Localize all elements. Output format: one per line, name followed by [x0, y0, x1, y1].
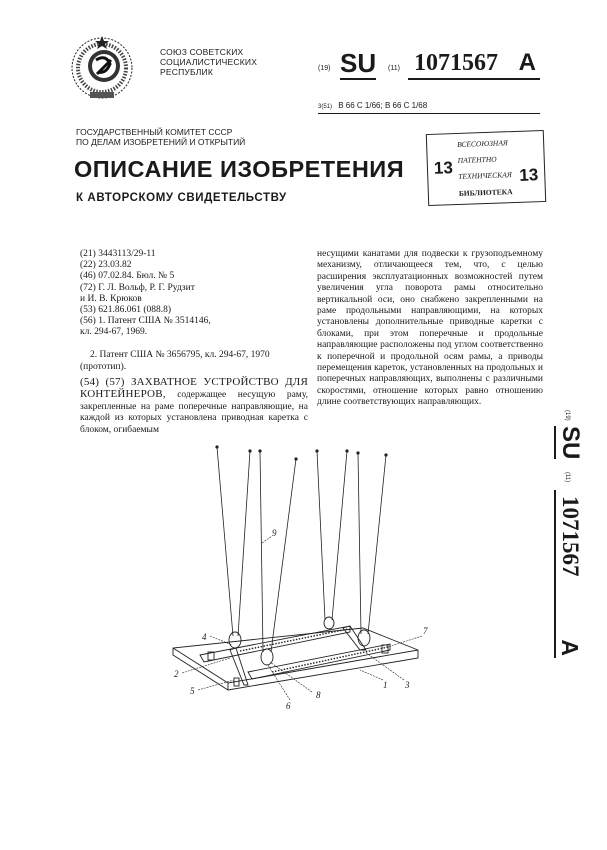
patent-number	[408, 48, 540, 80]
ipc-classes: B 66 C 1/66; B 66 C 1/68	[338, 101, 428, 110]
claim-text-left: содержащее несущую раму, закрепленные на раме поперечные направляющие, на каждой из которых установлена приводная каретка с блоком, огибаемым	[80, 390, 308, 435]
stamp-number-left: 13	[433, 158, 454, 178]
patent-number-value: 1071567	[414, 50, 498, 76]
biblio-line: (21) 3443113/29-11	[80, 249, 156, 259]
committee-line: ПО ДЕЛАМ ИЗОБРЕТЕНИЙ И ОТКРЫТИЙ	[76, 137, 246, 147]
publication-number	[318, 48, 540, 78]
ussr-emblem-icon	[66, 30, 138, 102]
committee-line: ГОСУДАРСТВЕННЫЙ КОМИТЕТ СССР	[76, 127, 233, 137]
figure-label: 7	[423, 626, 428, 636]
country-code: SU	[340, 48, 377, 78]
document-title: ОПИСАНИЕ ИЗОБРЕТЕНИЯ	[74, 156, 405, 182]
library-stamp	[426, 130, 546, 206]
figure-label: 2	[174, 669, 179, 679]
figure-label: 6	[286, 701, 291, 711]
biblio-line: (46) 07.02.84. Бюл. № 5	[80, 271, 175, 282]
stamp-line: ТЕХНИЧЕСКАЯ	[458, 170, 512, 181]
side-publication-number	[548, 410, 588, 660]
biblio-line: (72) Г. Л. Вольф, Р. Г. Рудзит	[80, 282, 195, 293]
figure-label: 5	[190, 686, 195, 696]
biblio-line: (53) 621.86.061 (088.8)	[80, 305, 172, 316]
committee-name	[76, 127, 245, 147]
figure-label: 9	[272, 528, 277, 538]
stamp-line: ПАТЕНТНО	[457, 154, 497, 165]
side-patent-number-value: 1071567	[558, 496, 583, 577]
claim-right-column: несущими канатами для подвески к грузоподъемному механизму, отличающееся тем, что, с целью расширения эксплуатационных возможностей путем увеличения угла поворота рамы относительно вертикальной оси, оно снабжено закрепленными на раме продольными направляющими, на которых установлены дополнительные приводные каретки с блоками, при этом поперечные и продольные направляющие расположены под углом соответственно к поперечной и продольной осям рамы, а приводы перемещения кареток, установленных на продольных и поперечных направляющих, выполнены с различными скоростями, отношение которых равно отношению длине соответствующих направляющих.	[317, 249, 543, 408]
side-inid-code-11: (11)	[564, 472, 570, 483]
reference-2: 2. Патент США № 3656795, кл. 294-67, 1970 (прототип).	[80, 350, 270, 372]
country-line: РЕСПУБЛИК	[160, 67, 214, 77]
biblio-line: (56) 1. Патент США № 3514146,	[80, 316, 211, 327]
figure-label: 1	[383, 680, 388, 690]
biblio-line: (22) 23.03.82	[80, 260, 132, 271]
stamp-line: ВСЕСОЮЗНАЯ	[457, 138, 508, 149]
figure-label: 3	[405, 680, 410, 690]
claim-heading: (54) (57) ЗАХВАТНОЕ УСТРОЙСТВО ДЛЯ КОНТЕЙНЕРОВ,	[80, 376, 308, 401]
side-country-code: SU	[554, 426, 584, 459]
inid-code-19: (19)	[318, 65, 331, 72]
side-inid-code-19: (19)	[564, 410, 570, 421]
ipc-classification	[318, 100, 540, 114]
base-plate	[173, 628, 418, 690]
side-kind-code: A	[557, 639, 583, 656]
stamp-line: БИБЛИОТЕКА	[458, 187, 513, 198]
pulley	[229, 632, 241, 648]
country-name	[160, 47, 257, 77]
biblio-line: и И. В. Крюков	[80, 293, 142, 304]
figure-label: 8	[316, 690, 321, 700]
inid-code-51: 3(51)	[318, 104, 333, 110]
biblio-line: кл. 294-67, 1969.	[80, 327, 148, 338]
claim-left-column	[80, 377, 308, 436]
inid-code-11: (11)	[388, 65, 400, 72]
stamp-number-right: 13	[519, 165, 539, 185]
device-drawing	[160, 440, 440, 720]
kind-code: A	[518, 49, 536, 76]
side-patent-number	[554, 490, 584, 658]
country-line: СОЦИАЛИСТИЧЕСКИХ	[160, 57, 258, 67]
bibliographic-data	[80, 249, 308, 339]
figure-label: 4	[202, 632, 207, 642]
country-line: СОЮЗ СОВЕТСКИХ	[160, 47, 244, 57]
document-subtitle: К АВТОРСКОМУ СВИДЕТЕЛЬСТВУ	[76, 192, 287, 204]
